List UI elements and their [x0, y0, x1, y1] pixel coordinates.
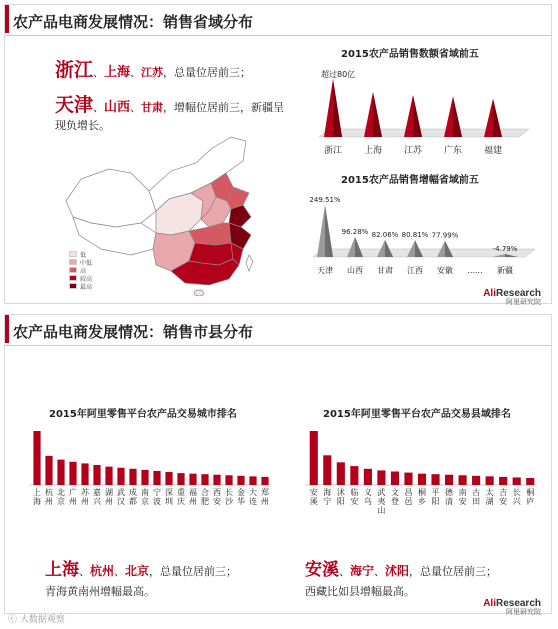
x-tick-label-char: 桐	[418, 488, 426, 497]
chart3-title: 2015年阿里零售平台农产品交易城市排名	[49, 409, 237, 420]
city-growth-line: 青海黄南州增幅最高。	[45, 585, 155, 598]
x-tick-label: 新疆	[497, 266, 513, 275]
x-tick-label-char: 登	[390, 497, 399, 506]
x-tick-label-char: 宁	[323, 497, 332, 506]
x-tick-label-char: 苏	[81, 488, 89, 497]
bar	[237, 476, 244, 485]
title-divider	[5, 345, 551, 346]
aliresearch-logo	[483, 599, 541, 617]
bar	[201, 474, 208, 485]
bar-cone-shade	[415, 240, 423, 257]
data-label: 77.99%	[431, 231, 459, 240]
x-tick-label-char: 杭	[45, 488, 53, 497]
chart-county-ranking	[301, 427, 541, 545]
sep: 、	[114, 565, 126, 578]
x-tick-label-char: 重	[177, 488, 185, 497]
bar	[141, 470, 148, 485]
x-tick-label-char: 阳	[336, 497, 345, 506]
x-tick-label-char: 文	[390, 488, 399, 497]
x-tick-label-char: 连	[249, 497, 257, 506]
x-tick-label-char: 安	[458, 497, 467, 506]
x-tick-label-char: 沭	[336, 488, 345, 497]
x-tick-label-char: 嘉	[93, 488, 101, 497]
x-tick-label-char: 合	[201, 488, 209, 497]
county-1: 安溪	[305, 560, 339, 580]
map-region-northwest	[66, 169, 156, 227]
x-tick-label-char: 清	[445, 497, 454, 506]
bar	[33, 431, 40, 485]
bar	[350, 466, 358, 485]
x-tick-label-char: 乡	[418, 497, 426, 506]
bar	[323, 455, 331, 485]
bar	[337, 462, 345, 485]
x-tick-label-char: 吉	[499, 488, 508, 497]
bar	[45, 456, 52, 485]
title-accent-bar	[5, 5, 9, 33]
summary-rest: ，总量位居前三；	[409, 565, 498, 578]
x-tick-label-char: 安	[350, 497, 359, 506]
x-tick-label: 福建	[483, 146, 503, 156]
x-tick-label-char: 福	[189, 488, 197, 497]
x-tick-label-char: 阳	[431, 497, 440, 506]
x-tick-label: 上海	[363, 146, 383, 156]
data-annotation: 超过80亿	[321, 70, 356, 79]
aliresearch-logo	[483, 289, 541, 307]
x-tick-label-char: 安	[213, 497, 221, 506]
x-tick-label-char: 大	[249, 488, 257, 497]
x-tick-label-char: 沙	[225, 497, 233, 506]
data-label: 80.81%	[401, 231, 429, 240]
legend-label: 中低	[80, 259, 93, 267]
county-growth-line: 西藏比如县增幅最高。	[305, 585, 415, 598]
logo-sub: 阿里研究院	[506, 299, 541, 306]
city-summary-line	[45, 555, 237, 580]
china-choropleth-map	[61, 131, 276, 296]
bar	[189, 474, 196, 485]
x-tick-label-char: 州	[45, 497, 53, 506]
chart1-title: 2015农产品销售数额省域前五	[341, 49, 479, 60]
chart4-title: 2015年阿里零售平台农产品交易县域排名	[323, 409, 511, 420]
bar	[69, 462, 76, 485]
logo-text-b: Research	[495, 288, 541, 299]
data-label: 249.51%	[309, 196, 341, 204]
x-tick-label-char: 南	[141, 488, 149, 497]
summary-rest: ，增幅位居前三，新疆呈	[163, 101, 285, 114]
county-2: 海宁	[350, 564, 375, 578]
bar	[472, 476, 480, 485]
x-tick-label-char: 兴	[93, 497, 101, 506]
slide-title: 农产品电商发展情况：销售省域分布	[13, 13, 254, 31]
x-tick-label-char: 夷	[377, 497, 386, 506]
x-tick-label-char: 州	[261, 497, 269, 506]
x-tick-label-char: 安	[499, 497, 508, 506]
x-tick-label-char: 南	[458, 488, 467, 497]
x-tick-label-char: 成	[129, 488, 137, 497]
sep: 、	[374, 565, 386, 578]
bar	[391, 472, 399, 486]
bar	[165, 472, 172, 485]
summary-line-2	[55, 90, 284, 117]
slide-city-county	[4, 314, 552, 614]
province-3: 甘肃	[141, 101, 164, 114]
x-tick-label-char: 长	[512, 488, 521, 497]
x-tick-label-char: 古	[472, 488, 481, 497]
bar-cone-shade	[333, 79, 342, 137]
bar	[213, 475, 220, 485]
x-tick-label-char: 深	[165, 488, 173, 497]
x-tick-label-char: 昌	[404, 488, 413, 497]
data-label: 82.06%	[371, 230, 399, 239]
bar	[129, 469, 136, 485]
x-tick-label-char: 金	[237, 488, 245, 497]
bar	[418, 474, 426, 485]
bar	[486, 476, 494, 485]
bar	[93, 465, 100, 485]
bar	[364, 469, 372, 485]
x-tick-label: 广东	[443, 146, 463, 156]
x-tick-label: 江苏	[403, 146, 423, 156]
bar	[526, 478, 534, 485]
x-tick-label: 天津	[317, 266, 333, 275]
x-tick-label-char: 兴	[512, 497, 521, 506]
bar	[81, 463, 88, 485]
x-tick-label-char: 德	[445, 488, 454, 497]
bar	[261, 477, 268, 485]
summary-rest: ，总量位居前三；	[149, 565, 238, 578]
x-tick-label-char: 义	[363, 488, 372, 497]
bar	[225, 475, 232, 485]
map-region-taiwan	[246, 255, 253, 271]
x-tick-label-char: 华	[237, 497, 245, 506]
sep: 、	[339, 565, 350, 578]
x-tick-label-char: 山	[377, 506, 386, 515]
data-label: -4.79%	[492, 245, 518, 253]
bar-cone-shade	[385, 240, 393, 257]
legend-swatch	[69, 275, 77, 281]
bar	[513, 477, 521, 485]
legend-label: 最高	[80, 283, 93, 291]
x-tick-label-char: 京	[57, 497, 65, 506]
bar	[105, 467, 112, 485]
slide-title: 农产品电商发展情况：销售市县分布	[13, 323, 254, 341]
title-divider	[5, 35, 551, 36]
legend-label: 高	[80, 267, 87, 275]
x-tick-label-char: 田	[472, 497, 481, 506]
province-1: 天津	[55, 94, 94, 116]
x-tick-label: 甘肃	[377, 266, 393, 275]
slide-province	[4, 4, 552, 304]
summary-line-1	[55, 55, 251, 82]
x-tick-label-char: 北	[57, 488, 65, 497]
x-tick-label-char: 州	[105, 497, 113, 506]
x-tick-label: 浙江	[323, 146, 343, 156]
x-tick-label-char: 邑	[404, 497, 413, 506]
city-1: 上海	[45, 560, 79, 580]
province-2: 上海	[104, 65, 131, 80]
county-summary-line	[305, 555, 497, 580]
bar	[153, 471, 160, 485]
x-tick-label-char: 溪	[309, 497, 318, 506]
bar	[499, 477, 507, 485]
summary-line-3: 现负增长。	[55, 119, 110, 132]
x-tick-label-char: 州	[189, 497, 197, 506]
county-3: 沭阳	[385, 564, 410, 578]
x-tick-label-char: 广	[69, 488, 77, 497]
bar	[377, 470, 385, 485]
chart-province-sales	[305, 59, 540, 167]
x-tick-label-char: 长	[225, 488, 233, 497]
x-tick-label-char: 临	[350, 488, 359, 497]
x-tick-label-char: 海	[323, 488, 332, 497]
bar	[177, 473, 184, 485]
data-label: 96.28%	[341, 227, 369, 236]
bar	[445, 475, 453, 485]
bar-cone-shade	[453, 96, 462, 137]
bar	[117, 468, 124, 485]
legend-swatch	[69, 267, 77, 273]
city-2: 杭州	[90, 564, 115, 578]
map-region-hainan	[194, 290, 204, 296]
province-2: 山西	[104, 100, 131, 115]
x-tick-label-char: 武	[377, 488, 386, 497]
chart2-title: 2015农产品销售增幅省域前五	[341, 175, 479, 186]
x-tick-label-char: 州	[81, 497, 89, 506]
x-tick-label: ......	[467, 266, 483, 275]
legend-item	[69, 282, 92, 290]
logo-text-a: Ali	[483, 288, 496, 299]
x-tick-label-char: 桐	[526, 488, 535, 497]
bar	[249, 476, 256, 485]
x-tick-label-char: 武	[117, 488, 125, 497]
sep: 、	[130, 101, 142, 114]
title-accent-bar	[5, 315, 9, 343]
sep: 、	[93, 66, 105, 79]
legend-label: 低	[80, 251, 87, 259]
legend-swatch	[69, 283, 77, 289]
chart-city-ranking	[25, 427, 275, 545]
bar-cone-shade	[493, 99, 502, 137]
watermark: ⓒ 大数据观察	[8, 615, 65, 625]
x-tick-label-char: 州	[69, 497, 77, 506]
x-tick-label-char: 波	[153, 497, 161, 506]
bar-cone-shade	[325, 205, 333, 257]
province-3: 江苏	[141, 66, 164, 79]
x-tick-label-char: 乌	[363, 497, 372, 506]
map-legend	[69, 250, 92, 290]
province-1: 浙江	[55, 59, 94, 81]
logo-text-b: Research	[495, 598, 541, 609]
x-tick-label-char: 安	[309, 488, 318, 497]
sep: 、	[79, 565, 90, 578]
map-region-jiangsu	[229, 205, 251, 227]
x-tick-label-char: 太	[485, 488, 494, 497]
x-tick-label-char: 圳	[165, 497, 173, 506]
bar	[310, 431, 318, 485]
x-tick-label-char: 庆	[177, 497, 185, 506]
x-tick-label: 安徽	[437, 266, 453, 275]
sep: 、	[130, 66, 142, 79]
x-tick-label-char: 上	[33, 488, 41, 497]
x-tick-label: 山西	[347, 266, 363, 275]
x-tick-label-char: 海	[33, 497, 41, 506]
bar	[404, 473, 412, 485]
bar-cone-shade	[355, 237, 363, 257]
legend-swatch	[69, 259, 77, 265]
logo-sub: 阿里研究院	[506, 609, 541, 616]
city-3: 北京	[125, 564, 150, 578]
x-tick-label-char: 都	[129, 497, 137, 506]
x-tick-label-char: 平	[431, 488, 440, 497]
bar	[459, 475, 467, 485]
x-tick-label-char: 西	[213, 488, 221, 497]
bar-cone-shade	[373, 92, 382, 137]
x-tick-label-char: 庐	[526, 497, 535, 506]
logo-text-a: Ali	[483, 598, 496, 609]
bar	[57, 460, 64, 485]
x-tick-label-char: 湖	[485, 497, 494, 506]
legend-label: 较高	[80, 275, 93, 283]
x-tick-label-char: 京	[141, 497, 149, 506]
chart-province-growth	[305, 185, 545, 289]
bar	[431, 474, 439, 485]
x-tick-label: 江西	[407, 266, 423, 275]
x-tick-label-char: 宁	[153, 488, 161, 497]
bar-cone-shade	[413, 95, 422, 137]
summary-rest: ，总量位居前三；	[163, 66, 252, 79]
x-tick-label-char: 湖	[105, 488, 113, 497]
x-tick-label-char: 郑	[261, 488, 269, 497]
sep: 、	[93, 101, 105, 114]
x-tick-label-char: 汉	[117, 497, 125, 506]
legend-swatch	[69, 251, 77, 257]
x-tick-label-char: 肥	[201, 497, 209, 506]
